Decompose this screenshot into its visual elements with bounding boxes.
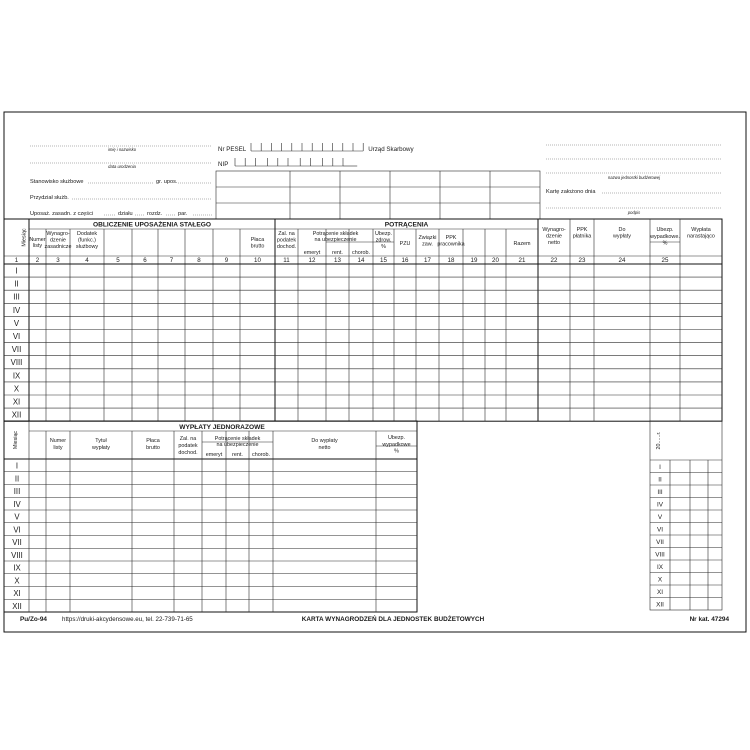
bottom-month-label: IX bbox=[13, 563, 21, 573]
month-label: VIII bbox=[10, 358, 23, 368]
col-ppk-employer: płatnika bbox=[572, 233, 592, 240]
col-cumulative: narastająco bbox=[687, 233, 715, 240]
opened-label: Kartę założono dnia bbox=[546, 189, 596, 195]
col-accident-insurance: Ubezp. bbox=[656, 227, 674, 233]
top-month-header: Miesiąc bbox=[21, 228, 28, 247]
col-allowance: Dodatek bbox=[76, 231, 98, 237]
bottom-col-gross: Płaca bbox=[146, 438, 160, 444]
column-number: 1 bbox=[14, 257, 19, 265]
month-label: VII bbox=[11, 345, 22, 355]
side-month-label: XII bbox=[656, 601, 664, 609]
bottom-col-list-no: listy bbox=[53, 445, 63, 451]
col-ppk-employer: PPK bbox=[576, 227, 588, 233]
month-label: VI bbox=[12, 332, 21, 341]
bottom-month-label: VII bbox=[12, 538, 22, 547]
bottom-month-label: XII bbox=[12, 601, 22, 611]
column-number: 21 bbox=[518, 257, 526, 265]
bottom-month-label: X bbox=[14, 576, 20, 586]
col-basic-salary: dzenie bbox=[50, 237, 66, 244]
column-number: 12 bbox=[308, 257, 316, 265]
column-number: 22 bbox=[550, 257, 558, 265]
col-net-salary: dzenie bbox=[546, 233, 562, 240]
side-month-label: I bbox=[659, 463, 661, 471]
col-net-salary: netto bbox=[548, 240, 560, 246]
column-number: 18 bbox=[447, 257, 455, 265]
month-label: IV bbox=[12, 305, 21, 315]
col-union: zaw. bbox=[422, 241, 433, 248]
assigned-label: Przydział służb. bbox=[30, 195, 69, 201]
column-number: 2 bbox=[35, 257, 40, 265]
column-number: 5 bbox=[116, 257, 120, 265]
col-net-salary: Wynagro- bbox=[542, 227, 566, 233]
col-list-no: listy bbox=[32, 243, 43, 249]
side-month-label: IX bbox=[656, 563, 664, 571]
catalog-number: Nr kat. 47294 bbox=[689, 616, 729, 623]
side-month-label: II bbox=[658, 476, 662, 484]
bottom-col-gross: brutto bbox=[146, 445, 160, 451]
col-total: Razem bbox=[513, 241, 531, 247]
column-number: 24 bbox=[618, 257, 626, 265]
col-health-insurance: Ubezp. bbox=[374, 231, 393, 237]
bottom-col-accident: wypadkowe bbox=[382, 441, 411, 448]
month-label: IX bbox=[12, 371, 21, 381]
side-month-label: VIII bbox=[655, 551, 665, 559]
column-number: 11 bbox=[283, 257, 290, 265]
side-year-label: 20......r. bbox=[656, 431, 662, 450]
bottom-month-label: III bbox=[13, 487, 21, 496]
group-label: gr. upos. bbox=[156, 179, 178, 185]
col-gross-pay: Płaca bbox=[250, 237, 265, 243]
bottom-col-contributions: Potrącenie składek bbox=[214, 436, 261, 442]
column-number: 14 bbox=[357, 257, 365, 265]
bottom-col-contributions: na ubezpieczenie bbox=[216, 442, 259, 449]
deductions-heading: POTRĄCENIA bbox=[384, 221, 429, 229]
col-accident-insurance: wypadkowe. bbox=[650, 233, 680, 240]
form-title: KARTA WYNAGRODZEŃ DLA JEDNOSTEK BUDŻETOWYCH bbox=[301, 616, 485, 623]
column-number: 10 bbox=[254, 257, 261, 265]
col-union: Związki bbox=[418, 235, 437, 241]
col-accident-insurance: % bbox=[662, 240, 668, 247]
column-number: 8 bbox=[197, 257, 201, 265]
bottom-col-tax-advance: dochod. bbox=[178, 450, 198, 456]
bottom-month-label: VI bbox=[13, 525, 21, 535]
bottom-month-label: XI bbox=[13, 589, 21, 598]
month-label: V bbox=[13, 318, 20, 328]
bottom-col-net: netto bbox=[318, 445, 331, 451]
bottom-col-accident: Ubezp. bbox=[387, 435, 406, 441]
column-number: 17 bbox=[424, 257, 431, 265]
bottom-col-title: Tytuł bbox=[95, 438, 107, 444]
col-tax-advance: podatek bbox=[276, 237, 297, 244]
name-caption: imię i nazwisko bbox=[107, 147, 137, 152]
col-tax-advance: dochod. bbox=[276, 244, 297, 250]
publisher-website: https://druki-akcydensowe.eu, tel. 22-739-71-65 bbox=[62, 616, 193, 623]
column-number: 4 bbox=[85, 257, 89, 265]
col-allowance: służbowy bbox=[75, 244, 99, 250]
unit-caption: nazwa jednostki budżetowej bbox=[607, 175, 661, 180]
col-gross-pay: brutto bbox=[250, 243, 265, 250]
bottom-month-label: VIII bbox=[11, 550, 23, 560]
bottom-month-label: II bbox=[14, 474, 20, 484]
pesel-label: Nr PESEL bbox=[218, 146, 247, 153]
position-label: Stanowisko służbowe bbox=[30, 179, 84, 185]
paragraph-label: par. bbox=[178, 211, 188, 217]
side-month-label: X bbox=[657, 576, 663, 584]
column-number: 13 bbox=[334, 257, 341, 265]
bottom-month-label: IV bbox=[13, 499, 21, 509]
tax-office-label: Urząd Skarbowy bbox=[368, 146, 414, 153]
column-number: 20 bbox=[492, 257, 499, 265]
allocation-label: Uposaż. zasadn. z części bbox=[30, 211, 94, 217]
month-label: XII bbox=[11, 410, 22, 420]
bottom-col-title: wypłaty bbox=[92, 445, 110, 451]
col-allowance: (funkc.) bbox=[78, 237, 96, 244]
bottom-month-label: I bbox=[15, 461, 19, 471]
column-number: 19 bbox=[470, 257, 478, 265]
bottom-month-label: V bbox=[14, 512, 20, 522]
column-number: 9 bbox=[224, 257, 229, 265]
col-list-no: Numer bbox=[29, 237, 46, 243]
birth-caption: data urodzenia bbox=[108, 164, 136, 169]
col-basic-salary: zasadnicze bbox=[44, 244, 72, 250]
column-number: 25 bbox=[661, 257, 669, 265]
col-to-pay: Do bbox=[618, 227, 626, 233]
bottom-month-header: Miesiąc bbox=[13, 430, 19, 450]
side-month-label: IV bbox=[656, 501, 664, 509]
col-cumulative: Wypłata bbox=[691, 227, 711, 233]
fixed-salary-heading: OBLICZENIE UPOSAŻENIA STAŁEGO bbox=[93, 221, 211, 229]
col-basic-salary: Wynagro- bbox=[46, 231, 70, 237]
col-tax-advance: Zal. na bbox=[278, 231, 295, 237]
side-month-label: V bbox=[657, 513, 663, 521]
col-health-insurance: zdrow. bbox=[375, 237, 392, 244]
bottom-col-net: Do wypłaty bbox=[311, 438, 338, 444]
side-month-label: VII bbox=[656, 538, 664, 546]
bottom-sub-disability: rent. bbox=[232, 452, 243, 458]
section-label: działu bbox=[118, 211, 133, 217]
column-number: 3 bbox=[56, 257, 60, 265]
form-code: Pu/Zo-94 bbox=[20, 616, 47, 623]
sub-sickness: chorob. bbox=[352, 250, 370, 256]
month-label: XI bbox=[12, 397, 21, 407]
month-label: II bbox=[14, 279, 19, 289]
col-pzu: PZU bbox=[399, 241, 411, 247]
side-month-label: XI bbox=[656, 588, 664, 596]
side-month-label: VI bbox=[656, 526, 664, 534]
col-contributions: na ubezpieczenie bbox=[314, 237, 357, 244]
bottom-col-list-no: Numer bbox=[49, 438, 67, 444]
month-label: I bbox=[15, 266, 18, 276]
bottom-sub-sickness: chorob. bbox=[252, 452, 270, 458]
col-contributions: Potrącenie składek bbox=[312, 231, 359, 237]
col-health-insurance: % bbox=[381, 244, 386, 250]
column-number: 23 bbox=[578, 257, 586, 265]
bottom-sub-pension: emeryt bbox=[205, 452, 223, 458]
column-number: 15 bbox=[380, 257, 387, 265]
nip-label: NIP bbox=[218, 161, 229, 168]
month-label: III bbox=[13, 292, 20, 302]
month-label: X bbox=[13, 384, 20, 394]
sub-disability: rent. bbox=[332, 250, 343, 256]
col-ppk-employee: PPK bbox=[445, 235, 457, 241]
col-ppk-employee: pracownika bbox=[437, 241, 465, 248]
col-to-pay: wypłaty bbox=[613, 233, 631, 240]
chapter-label: rozdz. bbox=[147, 211, 163, 217]
one-off-payments-heading: WYPŁATY JEDNORAZOWE bbox=[179, 424, 265, 431]
sub-pension: emeryt bbox=[303, 250, 321, 256]
column-number: 16 bbox=[401, 257, 409, 265]
bottom-col-tax-advance: Zal. na bbox=[179, 436, 197, 442]
bottom-col-accident: % bbox=[394, 448, 399, 455]
bottom-col-tax-advance: podatek bbox=[178, 443, 198, 449]
side-month-label: III bbox=[657, 488, 663, 496]
column-number: 6 bbox=[143, 257, 147, 265]
column-number: 7 bbox=[169, 257, 174, 265]
signature-caption: podpis bbox=[627, 210, 641, 215]
